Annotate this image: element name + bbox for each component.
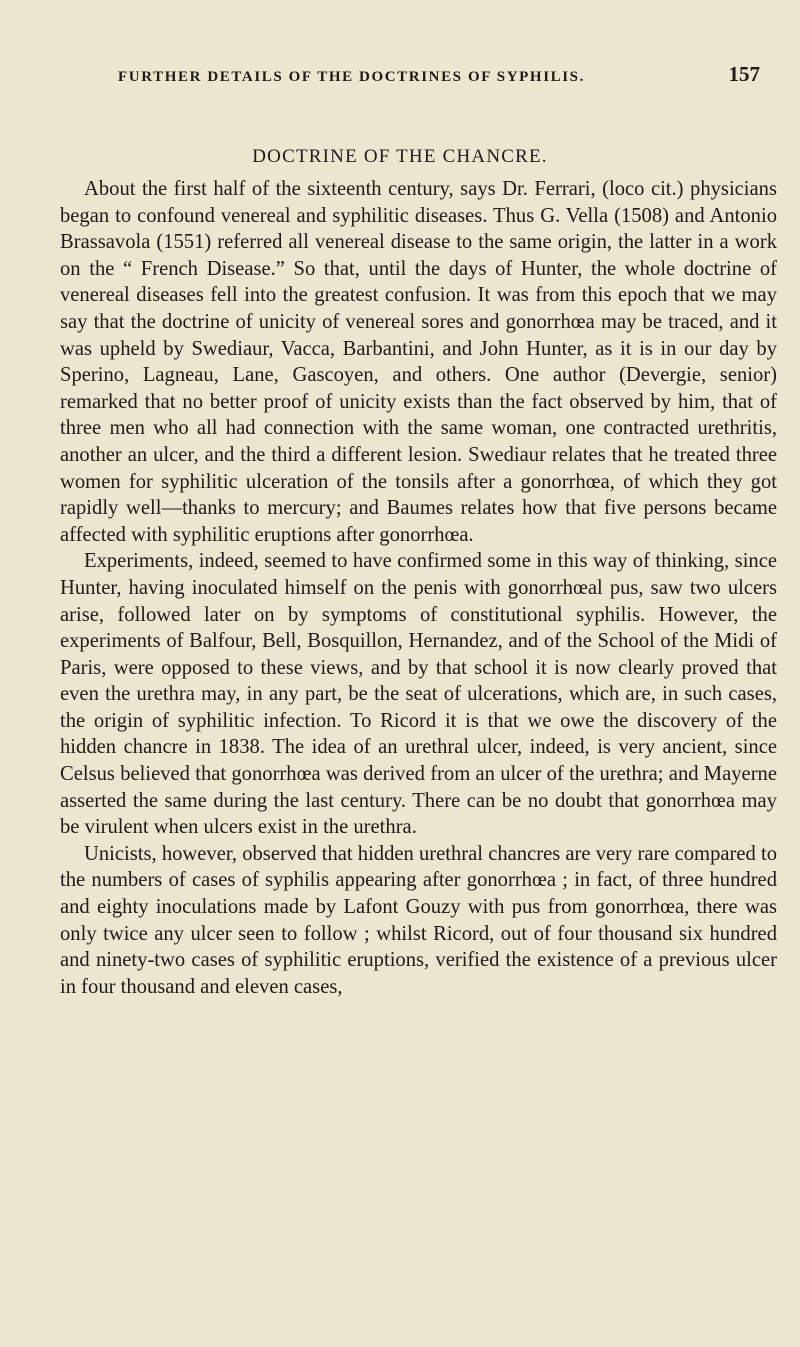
section-title: DOCTRINE OF THE CHANCRE. xyxy=(252,146,548,167)
paragraph-3: Unicists, however, observed that hidden urethral chancres are very rare compared to the numbers of cases of syphilis appearing after gonorrhœa ; in fact, of three hundred and eighty inoculations made by Lafont Gouzy with pus from gonorrhœa, there was only twice any ulcer seen to follow ; whilst Ricord, out of four thousand six hundred and ninety-two cases of syphilitic eruptions, verified the existence of a previous ulcer in four thousand and eleven cases, xyxy=(60,842,777,998)
page-number: 157 xyxy=(728,62,760,86)
paragraph-2: Experiments, indeed, seemed to have confirmed some in this way of thinking, since Hunter, having inoculated himself on the penis with gonorrhœal pus, saw two ulcers arise, followed later on by symptoms of constitutional syphilis. However, the experiments of Balfour, Bell, Bosquillon, Hernandez, and of the School of the Midi of Paris, were opposed to these views, and by that school it is now clearly proved that even the urethra may, in any part, be the seat of ulcerations, which are, in such cases, the origin of syphilitic infection. To Ricord it is that we owe the discovery of the hidden chancre in 1838. The idea of an urethral ulcer, indeed, is very ancient, since Celsus believed that gonorrhœa was derived from an ulcer of the urethra; and Mayerne asserted the same during the last century. There can be no doubt that gonorrhœa may be virulent when ulcers exist in the urethra. xyxy=(60,550,777,839)
paragraph-1: About the first half of the sixteenth century, says Dr. Ferrari, (loco cit.) physicians began to confound venereal and syphilitic diseases. Thus G. Vella (1508) and Antonio Brassavola (1551) referred all venereal disease to the same origin, the latter in a work on the “ French Disease.” So that, until the days of Hunter, the whole doctrine of venereal diseases fell into the greatest confusion. It was from this epoch that we may say that the doctrine of unicity of venereal sores and gonorrhœa may be traced, and it was upheld by Swediaur, Vacca, Barbantini, and John Hunter, as it is in our day by Sperino, Lagneau, Lane, Gascoyen, and others. One author (Devergie, senior) remarked that no better proof of unicity exists than the fact observed by him, that of three men who all had connection with the same woman, one contracted urethritis, another an ulcer, and the third a different lesion. Swediaur relates that he treated three women for syphilitic ulceration of the tonsils after a gonorrhœa, of which they got rapidly well—thanks to mercury; and Baumes relates how that five persons became affected with syphilitic eruptions after gonorrhœa. xyxy=(60,178,777,546)
running-title: FURTHER DETAILS OF THE DOCTRINES OF SYPHILIS. xyxy=(118,69,585,85)
body-text xyxy=(60,176,777,1000)
running-head xyxy=(118,62,760,87)
